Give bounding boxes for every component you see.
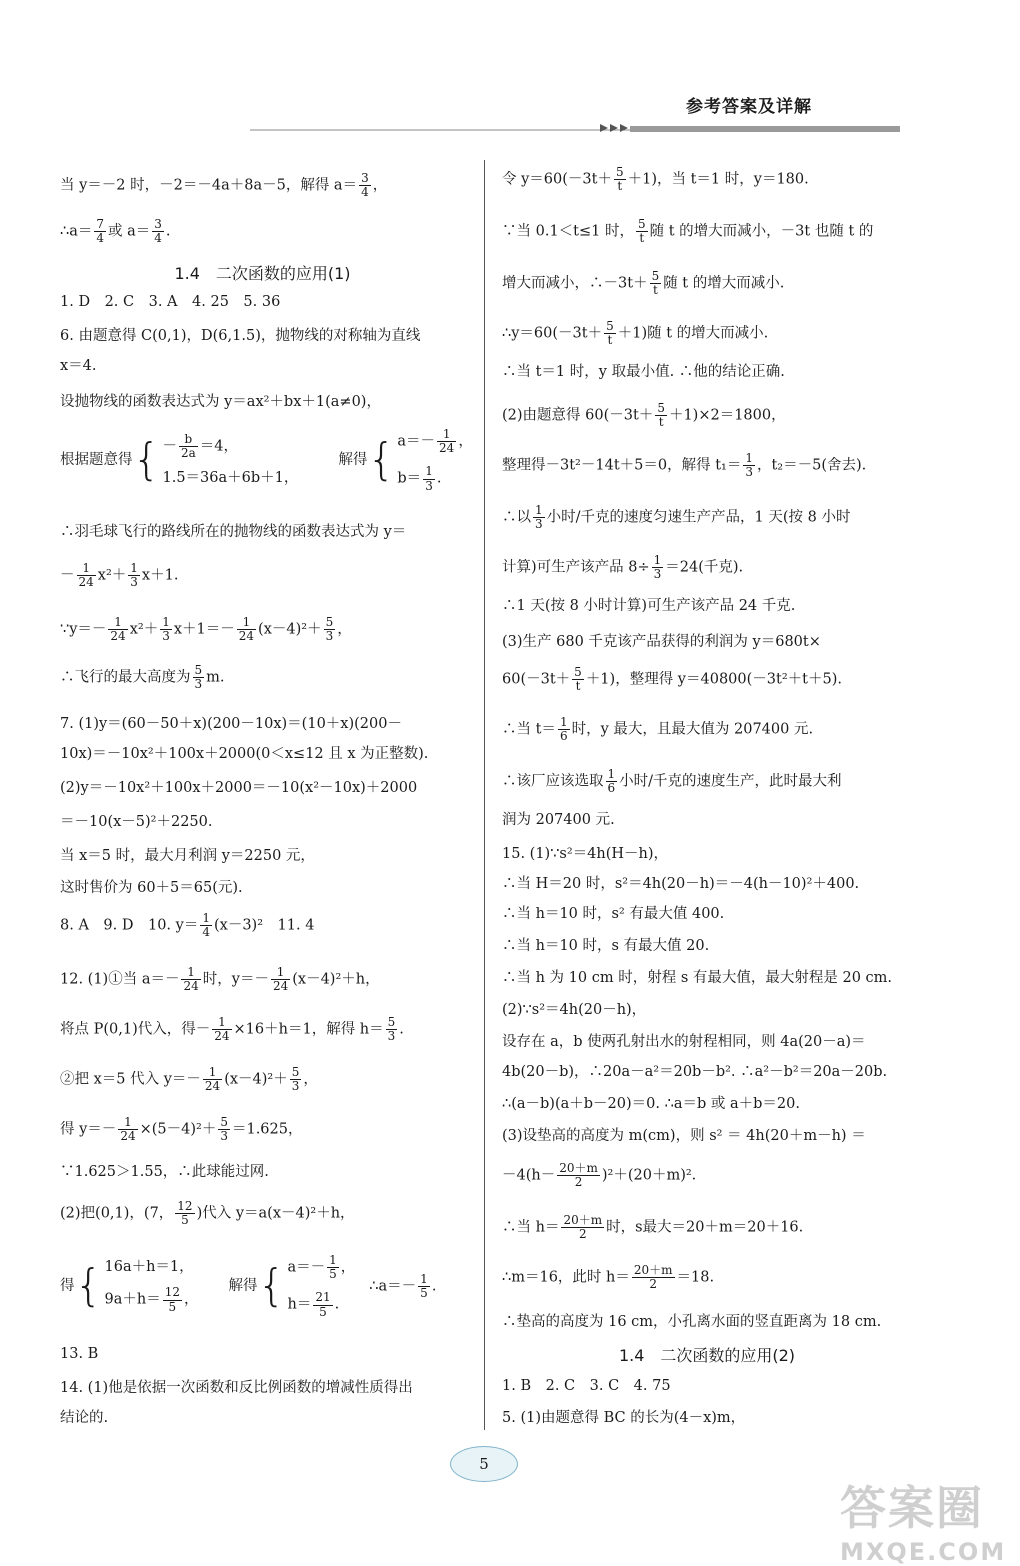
answer-line: 计算)可生产该产品 8÷ $\frac{1}{3}$ ＝24(千克). bbox=[502, 553, 744, 582]
answer-line: 润为 207400 元. bbox=[502, 812, 615, 828]
equation-system: 得 { 16a＋h＝1， 9a＋h＝ $\frac{12}{5}$ ， 解得 { a＝－ $\frac{1}{5}$ ， h＝ $\frac{21}{5}$ . ∴a＝－ $\frac{1}{5}$ . bbox=[60, 1253, 437, 1319]
answer-line: ∴当 h 为 10 cm 时，射程 s 有最大值，最大射程是 20 cm. bbox=[502, 970, 893, 986]
answer-line: 12. (1)①当 a＝－ $\frac{1}{24}$ 时，y＝－ $\frac{1}{24}$ (x－4)²＋h， bbox=[60, 965, 380, 994]
answer-line: ②把 x＝5 代入 y＝－ $\frac{1}{24}$ (x－4)²＋ $\frac{5}{3}$ ， bbox=[60, 1065, 318, 1094]
answer-line: 6. 由题意得 C(0,1)，D(6,1.5)，抛物线的对称轴为直线 bbox=[60, 328, 421, 344]
answer-line: ∴该厂应该选取 $\frac{1}{6}$ 小时/千克的速度生产，此时最大利 bbox=[502, 767, 842, 796]
answer-line: ∴当 t＝1 时，y 取最小值. ∴他的结论正确. bbox=[502, 364, 785, 380]
answer-line: ∴垫高的高度为 16 cm，小孔离水面的竖直距离为 18 cm. bbox=[502, 1314, 882, 1330]
answer-line: 令 y＝60(－3t＋ $\frac{5}{t}$ ＋1)，当 t＝1 时，y＝180. bbox=[502, 165, 809, 194]
answer-line: 整理得－3t²－14t＋5＝0，解得 t₁＝ $\frac{1}{3}$ ，t₂＝－5(舍去). bbox=[502, 451, 867, 480]
answer-line: x＝4. bbox=[60, 358, 97, 374]
answer-line: (2)由题意得 60(－3t＋ $\frac{5}{t}$ ＋1)×2＝1800， bbox=[502, 401, 786, 430]
answer-line: ∴(a－b)(a＋b－20)＝0. ∴a＝b 或 a＋b＝20. bbox=[502, 1096, 800, 1112]
section-title: 1.4 二次函数的应用(2) bbox=[618, 1346, 796, 1365]
answer-line: 8. A 9. D 10. y＝ $\frac{1}{4}$ (x－3)² 11. 4 bbox=[60, 911, 315, 940]
answer-line: ∵1.625＞1.55，∴此球能过网. bbox=[60, 1164, 269, 1180]
answer-line: ∴当 h＝10 时，s 有最大值 20. bbox=[502, 938, 710, 954]
answer-line: 设抛物线的函数表达式为 y＝ax²＋bx＋1(a≠0)， bbox=[60, 394, 381, 410]
answer-line: 将点 P(0,1)代入，得－ $\frac{1}{24}$ ×16＋h＝1，解得 h＝ $\frac{5}{3}$ . bbox=[60, 1015, 404, 1044]
answer-line: (3)设垫高的高度为 m(cm)，则 s² ＝ 4h(20＋m－h) ＝ bbox=[502, 1128, 866, 1144]
answer-line: ∴m＝16，此时 h＝ $\frac{20+m}{2}$ ＝18. bbox=[502, 1263, 715, 1292]
answer-line: 当 y＝－2 时，－2＝－4a＋8a－5，解得 a＝ $\frac{3}{4}$ ， bbox=[60, 171, 388, 200]
answer-line: (2)∵s²＝4h(20－h)， bbox=[502, 1002, 647, 1018]
answer-line: 得 y＝－ $\frac{1}{24}$ ×(5－4)²＋ $\frac{5}{3}$ ＝1.625， bbox=[60, 1115, 303, 1144]
answer-line: 1. D 2. C 3. A 4. 25 5. 36 bbox=[60, 294, 281, 310]
answer-line: 15. (1)∵s²＝4h(H－h)， bbox=[502, 846, 669, 862]
page-number: 5 bbox=[450, 1446, 518, 1482]
answer-line: － $\frac{1}{24}$ x²＋ $\frac{1}{3}$ x＋1. bbox=[60, 561, 179, 590]
column-divider bbox=[484, 160, 485, 1430]
answer-line: ∴以 $\frac{1}{3}$ 小时/千克的速度匀速生产产品，1 天(按 8 小时 bbox=[502, 503, 851, 532]
answer-line: 7. (1)y＝(60－50＋x)(200－10x)＝(10＋x)(200－ bbox=[60, 716, 402, 732]
equation-system: 根据题意得 { － $\frac{b}{2a}$ ＝4， 1.5＝36a＋6b＋1， 解得 { a＝－ $\frac{1}{24}$ ， b＝ $\frac{1}{3}$ . bbox=[60, 427, 473, 493]
answer-line: 4b(20－b)，∴20a－a²＝20b－b². ∴a²－b²＝20a－20b. bbox=[502, 1064, 888, 1080]
answer-line: (2)y＝－10x²＋100x＋2000＝－10(x²－10x)＋2000 bbox=[60, 780, 418, 796]
header-decorative-line bbox=[250, 118, 900, 136]
section-title: 1.4 二次函数的应用(1) bbox=[174, 264, 351, 283]
answer-line: 60(－3t＋ $\frac{5}{t}$ ＋1)，整理得 y＝40800(－3t²＋t＋5). bbox=[502, 665, 842, 694]
answer-line: ∴1 天(按 8 小时计算)可生产该产品 24 千克. bbox=[502, 598, 796, 614]
answer-line: ＝－10(x－5)²＋2250. bbox=[60, 814, 213, 830]
answer-line: ∴当 H＝20 时，s²＝4h(20－h)＝－4(h－10)²＋400. bbox=[502, 876, 860, 892]
page-header-title: 参考答案及详解 bbox=[686, 97, 812, 117]
answer-line: ∴羽毛球飞行的路线所在的抛物线的函数表达式为 y＝ bbox=[60, 524, 407, 540]
answer-line: 这时售价为 60＋5＝65(元). bbox=[60, 880, 243, 896]
answer-line: 设存在 a，b 使两孔射出水的射程相同，则 4a(20－a)＝ bbox=[502, 1034, 866, 1050]
answer-line: ∴a＝ $\frac{7}{4}$ 或 a＝ $\frac{3}{4}$ . bbox=[60, 217, 171, 246]
answer-line: ∴当 h＝10 时，s² 有最大值 400. bbox=[502, 906, 725, 922]
answer-line: (3)生产 680 千克该产品获得的利润为 y＝680t× bbox=[502, 634, 821, 650]
answer-line: 1. B 2. C 3. C 4. 75 bbox=[502, 1378, 671, 1394]
answer-line: ∴当 h＝ $\frac{20+m}{2}$ 时，s最大＝20＋m＝20＋16. bbox=[502, 1213, 804, 1242]
answer-line: (2)把(0,1)，(7， $\frac{12}{5}$ )代入 y＝a(x－4)²＋h， bbox=[60, 1199, 355, 1228]
answer-line: 5. (1)由题意得 BC 的长为(4－x)m， bbox=[502, 1410, 746, 1426]
watermark-logo: 答案圈 MXQE.COM bbox=[840, 1481, 1007, 1566]
answer-line: ∴飞行的最大高度为 $\frac{5}{3}$ m. bbox=[60, 663, 225, 692]
answer-line: 13. B bbox=[60, 1346, 99, 1362]
answer-line: ∵当 0.1＜t≤1 时， $\frac{5}{t}$ 随 t 的增大而减小，－3t 也随 t 的 bbox=[502, 217, 874, 246]
answer-line: 10x)＝－10x²＋100x＋2000(0＜x≤12 且 x 为正整数). bbox=[60, 746, 429, 762]
answer-line: 14. (1)他是依据一次函数和反比例函数的增减性质得出 bbox=[60, 1380, 413, 1396]
answer-line: 增大而减小，∴－3t＋ $\frac{5}{t}$ 随 t 的增大而减小. bbox=[502, 269, 785, 298]
answer-line: －4(h－ $\frac{20+m}{2}$ )²＋(20＋m)². bbox=[502, 1161, 697, 1190]
answer-line: ∴当 t＝ $\frac{1}{6}$ 时，y 最大，且最大值为 207400 元. bbox=[502, 715, 814, 744]
answer-line: ∴y＝60(－3t＋ $\frac{5}{t}$ ＋1)随 t 的增大而减小. bbox=[502, 319, 769, 348]
answer-line: 结论的. bbox=[60, 1410, 109, 1426]
answer-line: ∵y＝－ $\frac{1}{24}$ x²＋ $\frac{1}{3}$ x＋1＝－ $\frac{1}{24}$ (x－4)²＋ $\frac{5}{3}$ ， bbox=[60, 615, 352, 644]
answer-line: 当 x＝5 时，最大月利润 y＝2250 元， bbox=[60, 848, 315, 864]
